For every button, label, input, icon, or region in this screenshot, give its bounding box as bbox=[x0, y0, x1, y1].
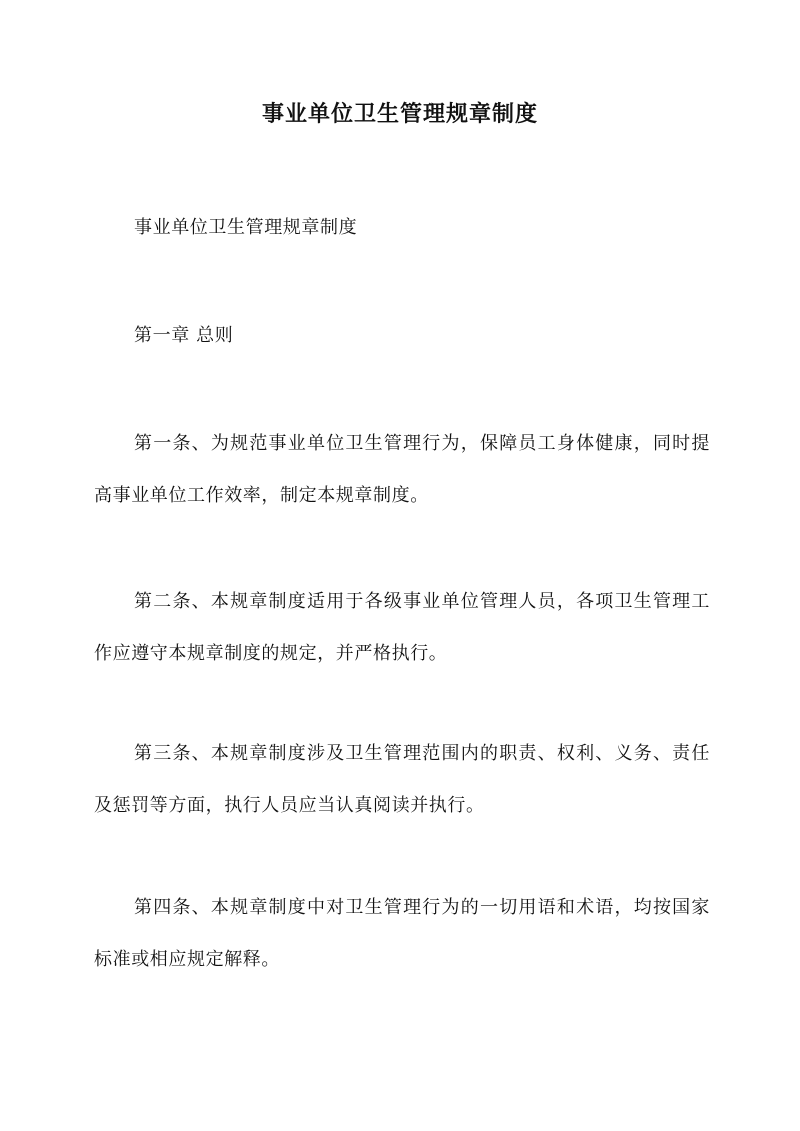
article-1: 第一条、为规范事业单位卫生管理行为，保障员工身体健康，同时提高事业单位工作效率，制定本规章制度。 bbox=[94, 433, 710, 506]
article-2: 第二条、本规章制度适用于各级事业单位管理人员，各项卫生管理工作应遵守本规章制度的规定，并严格执行。 bbox=[94, 591, 710, 664]
article-4: 第四条、本规章制度中对卫生管理行为的一切用语和术语，均按国家标准或相应规定解释。 bbox=[94, 897, 710, 970]
document-subtitle: 事业单位卫生管理规章制度 bbox=[134, 217, 358, 238]
chapter-heading: 第一章 总则 bbox=[134, 325, 234, 346]
article-3: 第三条、本规章制度涉及卫生管理范围内的职责、权利、义务、责任及惩罚等方面，执行人员应当认真阅读并执行。 bbox=[94, 743, 710, 816]
document-title: 事业单位卫生管理规章制度 bbox=[261, 101, 538, 127]
